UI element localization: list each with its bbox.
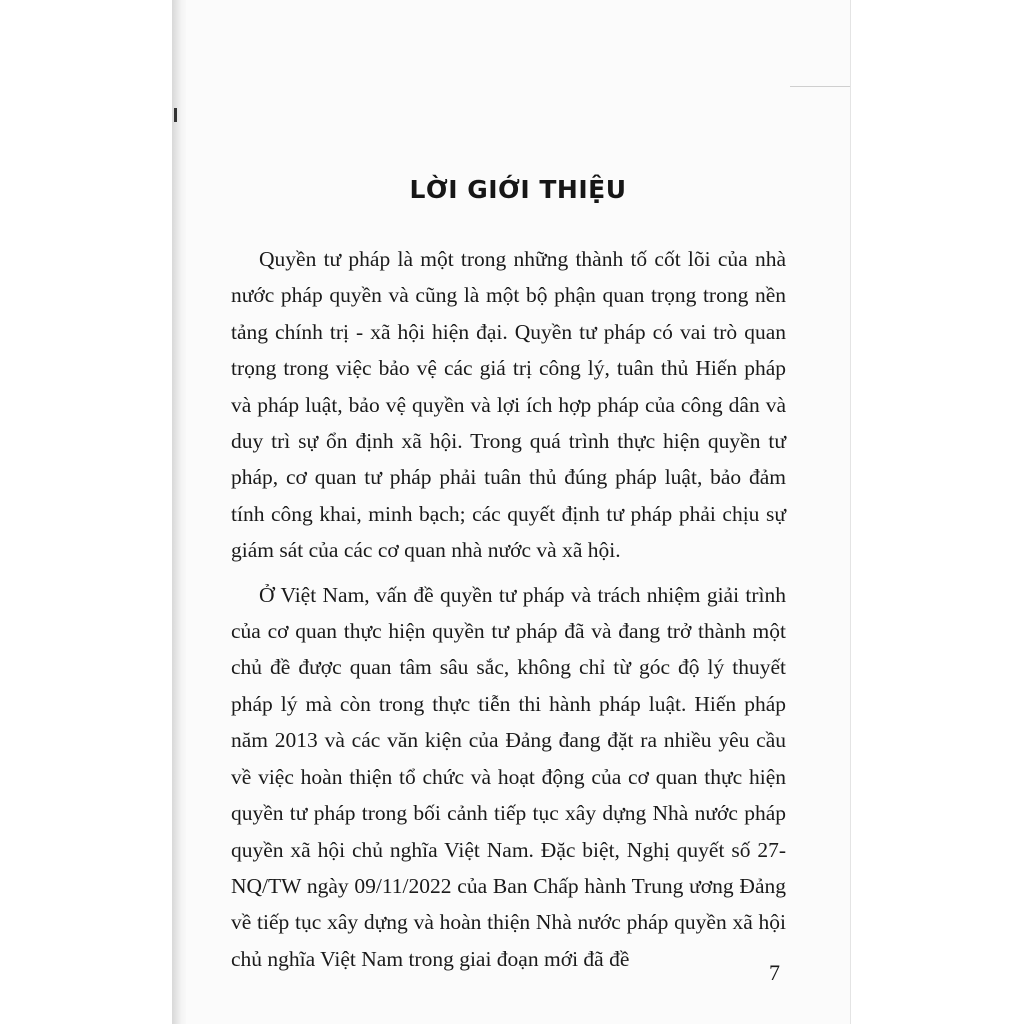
page-title: LỜI GIỚI THIỆU [409, 175, 627, 204]
paragraph-1: Quyền tư pháp là một trong những thành tố cốt lõi của nhà nước pháp quyền và cũng là một bộ phận quan trọng trong nền tảng chính trị - xã hội hiện đại. Quyền tư pháp có vai trò quan trọng trong việc bảo vệ các giá trị công lý, tuân thủ Hiến pháp và pháp luật, bảo vệ quyền và lợi ích hợp pháp của công dân và duy trì sự ổn định xã hội. Trong quá trình thực hiện quyền tư pháp, cơ quan tư pháp phải tuân thủ đúng pháp luật, bảo đảm tính công khai, minh bạch; các quyết định tư pháp phải chịu sự giám sát của các cơ quan nhà nước và xã hội. [231, 247, 786, 563]
paragraph-2: Ở Việt Nam, vấn đề quyền tư pháp và trách nhiệm giải trình của cơ quan thực hiện quyền tư pháp đã và đang trở thành một chủ đề được quan tâm sâu sắc, không chỉ từ góc độ lý thuyết pháp lý mà còn trong thực tiễn thi hành pháp luật. Hiến pháp năm 2013 và các văn kiện của Đảng đang đặt ra nhiều yêu cầu về việc hoàn thiện tổ chức và hoạt động của cơ quan thực hiện quyền tư pháp trong bối cảnh tiếp tục xây dựng Nhà nước pháp quyền xã hội chủ nghĩa Việt Nam. Đặc biệt, Nghị quyết số 27-NQ/TW ngày 09/11/2022 của Ban Chấp hành Trung ương Đảng về tiếp tục xây dựng và hoàn thiện Nhà nước pháp quyền xã hội chủ nghĩa Việt Nam trong giai đoạn mới đã đề [231, 582, 786, 971]
binding-mark [174, 108, 177, 122]
body-text [231, 241, 786, 985]
bleed-through-header [790, 68, 850, 87]
page-number: 7 [769, 960, 780, 985]
